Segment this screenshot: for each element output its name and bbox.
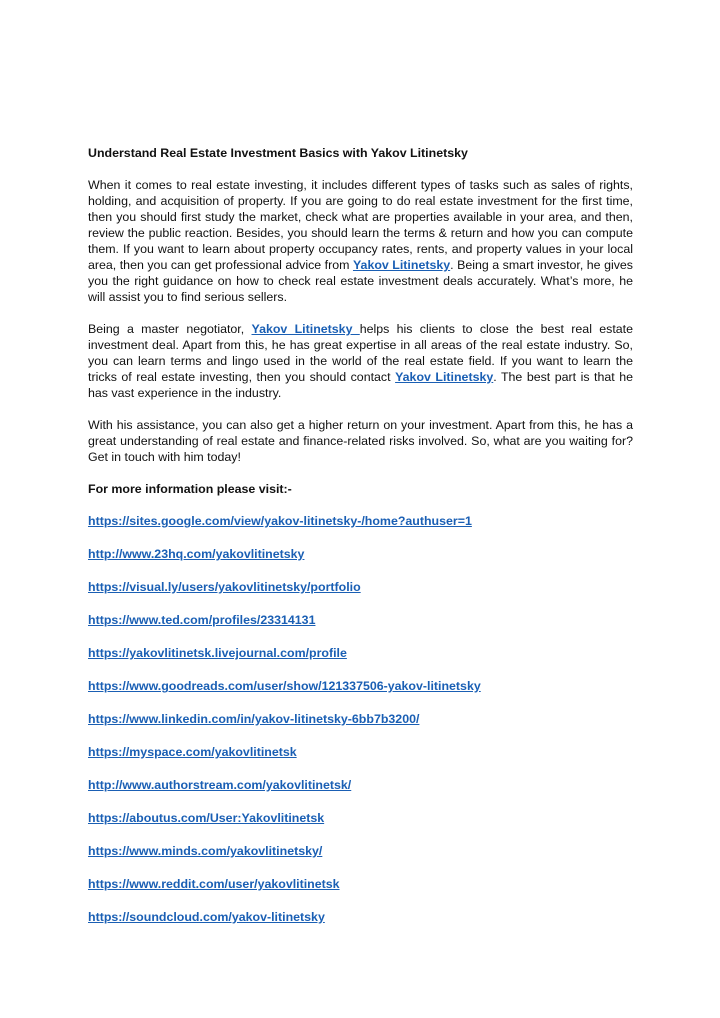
- list-item: [88, 678, 633, 694]
- livejournal-link[interactable]: https://yakovlitinetsk.livejournal.com/profile: [88, 646, 347, 660]
- list-item: [88, 612, 633, 628]
- list-item: [88, 579, 633, 595]
- list-item: [88, 546, 633, 562]
- list-item: [88, 711, 633, 727]
- list-item: [88, 777, 633, 793]
- document-page: [88, 145, 633, 942]
- paragraph-assistance: With his assistance, you can also get a higher return on your investment. Apart from this, he has a great understanding of real estate and finance-related risks involved. So, what are you waiting for? Get in touch with him today!: [88, 418, 633, 464]
- paragraph-intro: [88, 177, 633, 305]
- reddit-link[interactable]: https://www.reddit.com/user/yakovlitinetsk: [88, 877, 340, 891]
- list-item: [88, 876, 633, 892]
- ted-link[interactable]: https://www.ted.com/profiles/23314131: [88, 613, 316, 627]
- more-info-heading: For more information please visit:-: [88, 482, 292, 496]
- list-item: [88, 744, 633, 760]
- paragraph-intro-text-a: When it comes to real estate investing, it includes different types of tasks such as sales of rights, holding, and acquisition of property. If you are going to do real estate investment for the first time, then you should first study the market, check what are properties available in your area, and then, review the public reaction. Besides, you should learn the terms & return and how you can compute them. If you want to learn about property occupancy rates, rents, and property values in your local area, then you can get professional advice from: [88, 178, 633, 272]
- minds-link[interactable]: https://www.minds.com/yakovlitinetsky/: [88, 844, 323, 858]
- link-list: [88, 513, 633, 925]
- paragraph-negotiator-text-c: . The best part is that he has vast experience in the industry.: [88, 370, 633, 400]
- yakov-litinetsky-link[interactable]: Yakov Litinetsky: [395, 370, 494, 384]
- list-item: [88, 513, 633, 529]
- list-item: [88, 645, 633, 661]
- visually-link[interactable]: https://visual.ly/users/yakovlitinetsky/portfolio: [88, 580, 361, 594]
- goodreads-link[interactable]: https://www.goodreads.com/user/show/121337506-yakov-litinetsky: [88, 679, 481, 693]
- paragraph-negotiator-text-a: Being a master negotiator,: [88, 322, 252, 336]
- list-item: [88, 843, 633, 859]
- yakov-litinetsky-link[interactable]: Yakov Litinetsky: [251, 322, 360, 336]
- aboutus-link[interactable]: https://aboutus.com/User:Yakovlitinetsk: [88, 811, 325, 825]
- yakov-litinetsky-link[interactable]: Yakov Litinetsky: [352, 258, 451, 272]
- list-item: [88, 810, 633, 826]
- paragraph-intro-text-b: . Being a smart investor, he gives you the right guidance on how to check real estate investment deals accurately. What’s more, he will assist you to find serious sellers.: [88, 258, 633, 304]
- paragraph-negotiator-text-b: helps his clients to close the best real estate investment deal. Apart from this, he has great expertise in all areas of the real estate industry. So, you can learn terms and lingo used in the world of the real estate field. If you want to learn the tricks of real estate investing, then you should contact: [88, 322, 633, 384]
- authorstream-link[interactable]: http://www.authorstream.com/yakovlitinetsk/: [88, 778, 352, 792]
- paragraph-negotiator: [88, 321, 633, 401]
- 23hq-link[interactable]: http://www.23hq.com/yakovlitinetsky: [88, 547, 305, 561]
- linkedin-link[interactable]: https://www.linkedin.com/in/yakov-litinetsky-6bb7b3200/: [88, 712, 420, 726]
- document-title: Understand Real Estate Investment Basics with Yakov Litinetsky: [88, 146, 468, 160]
- soundcloud-link[interactable]: https://soundcloud.com/yakov-litinetsky: [88, 910, 325, 924]
- myspace-link[interactable]: https://myspace.com/yakovlitinetsk: [88, 745, 297, 759]
- google-sites-link[interactable]: https://sites.google.com/view/yakov-litinetsky-/home?authuser=1: [88, 514, 472, 528]
- list-item: [88, 909, 633, 925]
